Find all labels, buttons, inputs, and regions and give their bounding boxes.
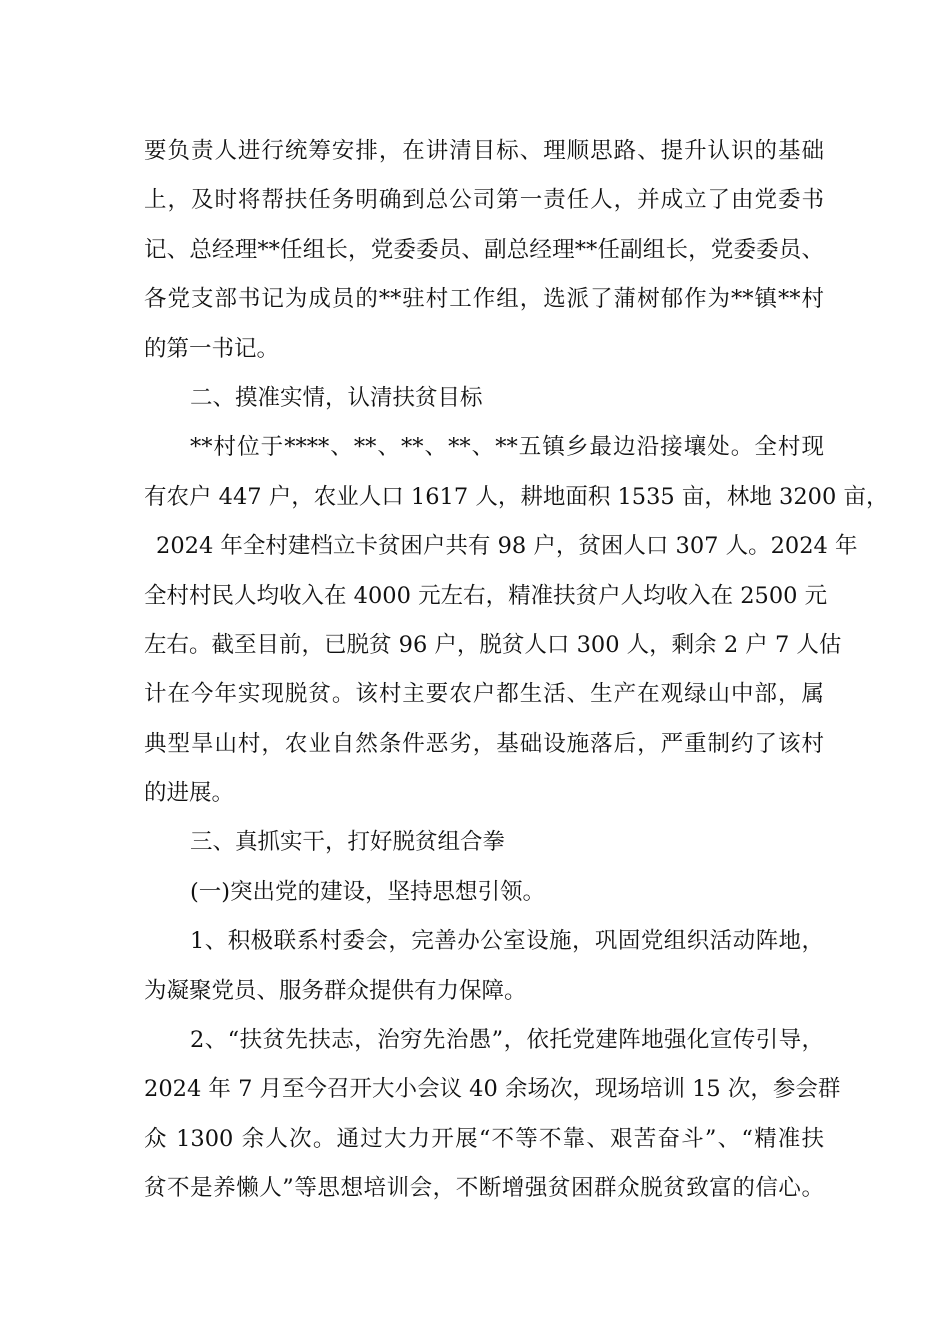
text-line: 上，及时将帮扶任务明确到总公司第一责任人，并成立了由党委书 (144, 187, 824, 214)
text-line: 的第一书记。 (144, 335, 280, 362)
text-line: 贫不是养懒人”等思想培训会，不断增强贫困群众脱贫致富的信心。 (144, 1175, 824, 1202)
text-line: 左右。截至目前，已脱贫 96 户，脱贫人口 300 人，剩余 2 户 7 人估 (144, 631, 842, 658)
text-line: 1、积极联系村委会，完善办公室设施，巩固党组织活动阵地， (190, 928, 824, 955)
text-line: 典型旱山村，农业自然条件恶劣，基础设施落后，严重制约了该村 (144, 730, 824, 757)
text-line: 2024 年 7 月至今召开大小会议 40 余场次，现场培训 15 次，参会群 (144, 1076, 841, 1103)
subsection-heading: (一)突出党的建设，坚持思想引领。 (190, 878, 546, 905)
section-heading: 二、摸准实情，认清扶贫目标 (190, 384, 483, 411)
text-line: 2、“扶贫先扶志，治穷先治愚”，依托党建阵地强化宣传引导， (190, 1027, 824, 1054)
text-line: 有农户 447 户，农业人口 1617 人，耕地面积 1535 亩，林地 3200 亩， (144, 483, 889, 510)
text-line: **村位于****、**、**、**、**五镇乡最边沿接壤处。全村现 (190, 434, 824, 461)
text-line: 为凝聚党员、服务群众提供有力保障。 (144, 977, 527, 1004)
text-line: 众 1300 余人次。通过大力开展“不等不靠、艰苦奋斗”、“精准扶 (144, 1125, 824, 1152)
section-heading: 三、真抓实干，打好脱贫组合拳 (190, 829, 506, 856)
text-line: 记、总经理**任组长，党委委员、副总经理**任副组长，党委委员、 (144, 236, 824, 263)
text-line: 全村村民人均收入在 4000 元左右，精准扶贫户人均收入在 2500 元 (144, 582, 828, 609)
text-line: 2024 年全村建档立卡贫困户共有 98 户，贫困人口 307 人。2024 年 (156, 533, 858, 560)
text-line: 要负责人进行统筹安排，在讲清目标、理顺思路、提升认识的基础 (144, 138, 824, 164)
document-body (144, 127, 889, 1214)
text-line: 的进展。 (144, 780, 235, 807)
text-line: 计在今年实现脱贫。该村主要农户都生活、生产在观绿山中部，属 (144, 681, 824, 708)
text-line: 各党支部书记为成员的**驻村工作组，选派了蒲树郁作为**镇**村 (144, 286, 824, 313)
